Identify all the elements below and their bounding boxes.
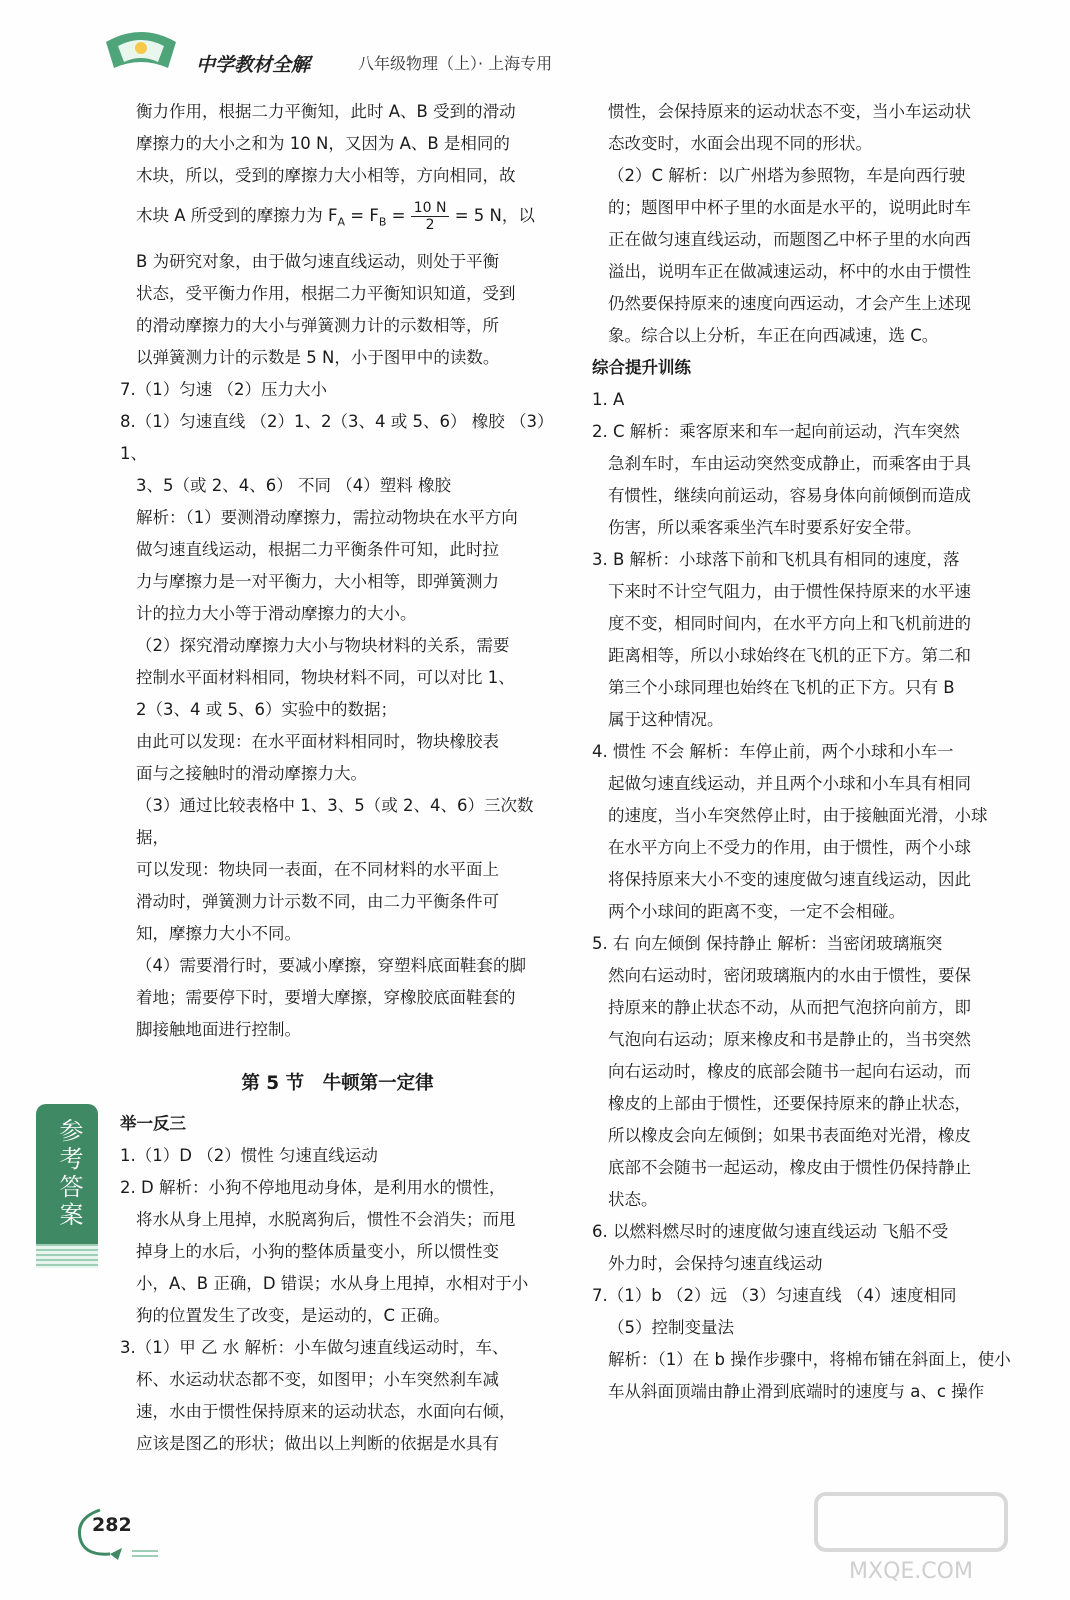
text-line: 的；题图甲中杯子里的水面是水平的，说明此时车 xyxy=(608,198,971,217)
text-line: 度不变，相同时间内，在水平方向上和飞机前进的 xyxy=(608,614,971,633)
fraction: $\frac{10 N}{2}$ xyxy=(411,200,450,233)
answer-1: 1.（1）D （2）惯性 匀速直线运动 xyxy=(120,1146,378,1166)
text-line: 溢出，说明车正在做减速运动，杯中的水由于惯性 xyxy=(608,262,971,281)
text-line: 速，水由于惯性保持原来的运动状态，水面向右倾， xyxy=(136,1402,516,1422)
answer-5: 5. 右 向左倾倒 保持静止 解析：当密闭玻璃瓶突 xyxy=(592,934,943,953)
text-line: 力与摩擦力是一对平衡力，大小相等，即弹簧测力 xyxy=(136,572,499,592)
text-line: 掉身上的水后，小狗的整体质量变小，所以惯性变 xyxy=(136,1242,499,1262)
text-line: （4）需要滑行时，要减小摩擦，穿塑料底面鞋套的脚 xyxy=(136,956,526,976)
text-line: 象。综合以上分析，车正在向西减速，选 C。 xyxy=(608,326,939,345)
text-line: （5）控制变量法 xyxy=(608,1318,734,1337)
formula-line: 木块 A 所受到的摩擦力为 $F_A = F_B$ = $\frac{10 N}{2}$ = 5 N，以 xyxy=(136,200,535,233)
text-line: 狗的位置发生了改变，是运动的，C 正确。 xyxy=(136,1306,450,1326)
text-line: 控制水平面材料相同，物块材料不同，可以对比 1、 xyxy=(136,668,515,688)
text-line: 2（3、4 或 5、6）实验中的数据； xyxy=(136,700,397,720)
text-line: 在水平方向上不受力的作用，由于惯性，两个小球 xyxy=(608,838,971,857)
book-subtitle: 八年级物理（上）· 上海专用 xyxy=(358,54,553,73)
side-tab-answers xyxy=(36,1104,98,1244)
text-line: 解析：（1）在 b 操作步骤中，将棉布铺在斜面上，使小 xyxy=(608,1350,1011,1369)
watermark xyxy=(796,1480,1026,1590)
text-line: 所以橡皮会向左倾倒；如果书表面绝对光滑，橡皮 xyxy=(608,1126,971,1145)
text-line: 有惯性，继续向前运动，容易身体向前倾倒而造成 xyxy=(608,486,971,505)
text-line: 态改变时，水面会出现不同的形状。 xyxy=(608,134,872,153)
text-line: 将水从身上甩掉，水脱离狗后，惯性不会消失；而甩 xyxy=(136,1210,516,1230)
answer-6: 6. 以燃料燃尽时的速度做匀速直线运动 飞船不受 xyxy=(592,1222,949,1241)
text-line: 木块，所以，受到的摩擦力大小相等，方向相同，故 xyxy=(136,166,516,185)
right-column xyxy=(592,96,1029,1408)
text-line: 状态，受平衡力作用，根据二力平衡知识知道，受到 xyxy=(136,284,516,304)
text-line: 伤害，所以乘客乘坐汽车时要系好安全带。 xyxy=(608,518,922,537)
text-line: 计的拉力大小等于滑动摩擦力的大小。 xyxy=(136,604,417,624)
text-line: 做匀速直线运动，根据二力平衡条件可知，此时拉 xyxy=(136,540,499,560)
text-line: 两个小球间的距离不变，一定不会相碰。 xyxy=(608,902,905,921)
text-line: 向右运动时，橡皮的底部会随书一起向右运动，而 xyxy=(608,1062,971,1081)
text-line: 然向右运动时，密闭玻璃瓶内的水由于惯性，要保 xyxy=(608,966,971,985)
text-line: 由此可以发现：在水平面材料相同时，物块橡胶表 xyxy=(136,732,499,752)
watermark-text: MXQE.COM xyxy=(849,1559,973,1584)
text-line: 急刹车时，车由运动突然变成静止，而乘客由于具 xyxy=(608,454,971,473)
text-line: 应该是图乙的形状；做出以上判断的依据是水具有 xyxy=(136,1434,499,1454)
section-title: 第 5 节 牛顿第一定律 xyxy=(241,1073,434,1095)
text-line: 可以发现：物块同一表面，在不同材料的水平面上 xyxy=(136,860,499,880)
text-line: 正在做匀速直线运动，而题图乙中杯子里的水向西 xyxy=(608,230,971,249)
text-line: 摩擦力的大小之和为 10 N，又因为 A、B 是相同的 xyxy=(136,134,510,153)
book-logo-icon xyxy=(96,22,186,82)
side-tab-label: 参考答案 xyxy=(55,1118,83,1230)
text-line: 惯性，会保持原来的运动状态不变，当小车运动状 xyxy=(608,102,971,121)
text-line: 属于这种情况。 xyxy=(608,710,724,729)
text-line: 3、5（或 2、4、6） 不同 （4）塑料 橡胶 xyxy=(136,476,451,496)
text-line: 第三个小球同理也始终在飞机的正下方。只有 B xyxy=(608,678,955,697)
subsection-title: 综合提升训练 xyxy=(592,358,691,377)
text-line: 仍然要保持原来的速度向西运动，才会产生上述现 xyxy=(608,294,971,313)
text-line: 的滑动摩擦力的大小与弹簧测力计的示数相等，所 xyxy=(136,316,499,336)
page-header xyxy=(0,0,1070,90)
text-line: 的速度，当小车突然停止时，由于接触面光滑，小球 xyxy=(608,806,988,825)
subsection-title: 举一反三 xyxy=(120,1114,186,1134)
text-line: 解析：（1）要测滑动摩擦力，需拉动物块在水平方向 xyxy=(136,508,518,528)
text-line: 杯、水运动状态都不变，如图甲；小车突然刹车减 xyxy=(136,1370,499,1390)
answer-3: 3. B 解析：小球落下前和飞机具有相同的速度，落 xyxy=(592,550,960,569)
answer-4: 4. 惯性 不会 解析：车停止前，两个小球和小车一 xyxy=(592,742,954,761)
text-line: 状态。 xyxy=(608,1190,658,1209)
text-line: 面与之接触时的滑动摩擦力大。 xyxy=(136,764,367,784)
answer-3: 3.（1）甲 乙 水 解析：小车做匀速直线运动时，车、 xyxy=(120,1338,509,1358)
answer-7: 7.（1）b （2）远 （3）匀速直线 （4）速度相同 xyxy=(592,1286,957,1305)
text-line: 橡皮的上部由于惯性，还要保持原来的静止状态， xyxy=(608,1094,971,1113)
left-column xyxy=(120,96,555,1460)
text-line: 车从斜面顶端由静止滑到底端时的速度与 a、c 操作 xyxy=(608,1382,985,1401)
text-line: 衡力作用，根据二力平衡知，此时 A、B 受到的滑动 xyxy=(136,102,516,121)
text-line: （2）C 解析：以广州塔为参照物，车是向西行驶 xyxy=(608,166,966,185)
text-line: 持原来的静止状态不动，从而把气泡挤向前方，即 xyxy=(608,998,971,1017)
text-line: 脚接触地面进行控制。 xyxy=(136,1020,301,1040)
text-line: 将保持原来大小不变的速度做匀速直线运动，因此 xyxy=(608,870,971,889)
text-line: 底部不会随书一起运动，橡皮由于惯性仍保持静止 xyxy=(608,1158,971,1177)
page-number: 282 xyxy=(92,1514,132,1536)
text-line: B 为研究对象，由于做匀速直线运动，则处于平衡 xyxy=(136,252,500,272)
text-line: 距离相等，所以小球始终在飞机的正下方。第二和 xyxy=(608,646,971,665)
answer-1: 1. A xyxy=(592,390,625,409)
text-line: 气泡向右运动；原来橡皮和书是静止的，当书突然 xyxy=(608,1030,971,1049)
answer-2: 2. C 解析：乘客原来和车一起向前运动，汽车突然 xyxy=(592,422,960,441)
text-line: 着地；需要停下时，要增大摩擦，穿橡胶底面鞋套的 xyxy=(136,988,516,1008)
answer-2: 2. D 解析：小狗不停地甩动身体，是利用水的惯性， xyxy=(120,1178,506,1198)
text-line: 以弹簧测力计的示数是 5 N，小于图甲中的读数。 xyxy=(136,348,500,368)
answer-7: 7.（1）匀速 （2）压力大小 xyxy=(120,380,327,400)
text-line: 起做匀速直线运动，并且两个小球和小车具有相同 xyxy=(608,774,971,793)
answer-8: 8.（1）匀速直线 （2）1、2（3、4 或 5、6） 橡胶 （3）1、 xyxy=(120,412,554,464)
text-line: （2）探究滑动摩擦力大小与物块材料的关系，需要 xyxy=(136,636,510,656)
text-line: （3）通过比较表格中 1、3、5（或 2、4、6）三次数据， xyxy=(136,796,534,848)
text-line: 知，摩擦力大小不同。 xyxy=(136,924,301,944)
text-line: 外力时，会保持匀速直线运动 xyxy=(608,1254,823,1273)
text-line: 滑动时，弹簧测力计示数不同，由二力平衡条件可 xyxy=(136,892,499,912)
side-tab-stripes xyxy=(36,1244,98,1268)
text-line: 下来时不计空气阻力，由于惯性保持原来的水平速 xyxy=(608,582,971,601)
text-line: 小，A、B 正确，D 错误；水从身上甩掉，水相对于小 xyxy=(136,1274,529,1294)
brand-title: 中学教材全解 xyxy=(196,54,311,76)
